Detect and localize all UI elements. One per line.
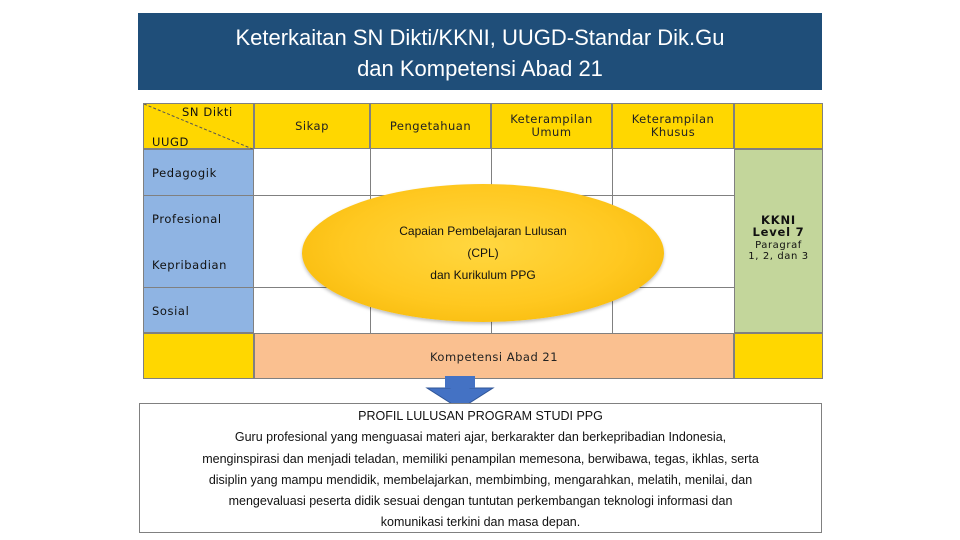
kkni-paragraph-numbers: 1, 2, dan 3 — [748, 251, 809, 262]
kompetensi-abad-21-bar — [254, 333, 734, 379]
cpl-oval-line-1: Capaian Pembelajaran Lulusan — [399, 224, 567, 238]
corner-label-sn-dikti: SN Dikti — [182, 105, 233, 119]
corner-label-uugd: UUGD — [152, 135, 190, 149]
header-keterampilan-khusus-label: Keterampilan Khusus — [631, 112, 715, 139]
kkni-level: Level 7 — [752, 225, 805, 239]
competency-profesional: Profesional — [152, 212, 222, 226]
slide-title-line-2: dan Kompetensi Abad 21 — [357, 56, 603, 81]
slide-title — [138, 13, 822, 90]
cpl-oval — [302, 184, 664, 322]
header-keterampilan-umum — [491, 103, 612, 149]
corner-cell — [143, 103, 254, 149]
header-pengetahuan-label: Pengetahuan — [389, 118, 472, 133]
header-sikap-label: Sikap — [295, 118, 329, 133]
header-sikap — [254, 103, 370, 149]
competency-divider — [143, 195, 254, 196]
kkni-title: KKNI — [761, 213, 796, 227]
cpl-oval-line-3: dan Kurikulum PPG — [430, 268, 536, 282]
profil-lulusan-heading: PROFIL LULUSAN PROGRAM STUDI PPG — [358, 409, 603, 423]
kompetensi-abad-21-label: Kompetensi Abad 21 — [429, 350, 559, 364]
kkni-paragraph: Paragraf — [755, 240, 802, 251]
profil-lulusan-line: menginspirasi dan menjadi teladan, memiliki penampilan memesona, berwibawa, tegas, ikhlas, serta — [202, 451, 759, 466]
competency-kepribadian: Kepribadian — [152, 258, 228, 272]
bottom-left-cell — [143, 333, 254, 379]
profil-lulusan-line: mengevaluasi peserta didik sesuai dengan tuntutan perkembangan teknologi informasi dan — [228, 494, 733, 509]
header-keterampilan-umum-label: Keterampilan Umum — [510, 112, 593, 139]
header-empty — [734, 103, 823, 149]
profil-lulusan-line: komunikasi terkini dan masa depan. — [380, 515, 581, 530]
kkni-label — [734, 214, 823, 262]
competency-pedagogik: Pedagogik — [152, 166, 217, 180]
competency-sosial: Sosial — [152, 304, 190, 318]
competency-divider — [143, 287, 254, 288]
header-keterampilan-khusus — [612, 103, 734, 149]
profil-lulusan-line: disiplin yang mampu mendidik, membelajarkan, membimbing, mengarahkan, melatih, menilai, dan — [208, 472, 753, 487]
profil-lulusan-line: Guru profesional yang menguasai materi ajar, berkarakter dan berkepribadian Indonesia, — [234, 430, 727, 445]
kkni-footer-cell — [734, 333, 823, 379]
competency-column — [143, 149, 254, 333]
header-pengetahuan — [370, 103, 491, 149]
profil-lulusan-box — [139, 403, 822, 533]
slide-title-line-1: Keterkaitan SN Dikti/KKNI, UUGD-Standar Dik.Gu — [235, 25, 725, 50]
cpl-oval-line-2: (CPL) — [467, 246, 499, 260]
